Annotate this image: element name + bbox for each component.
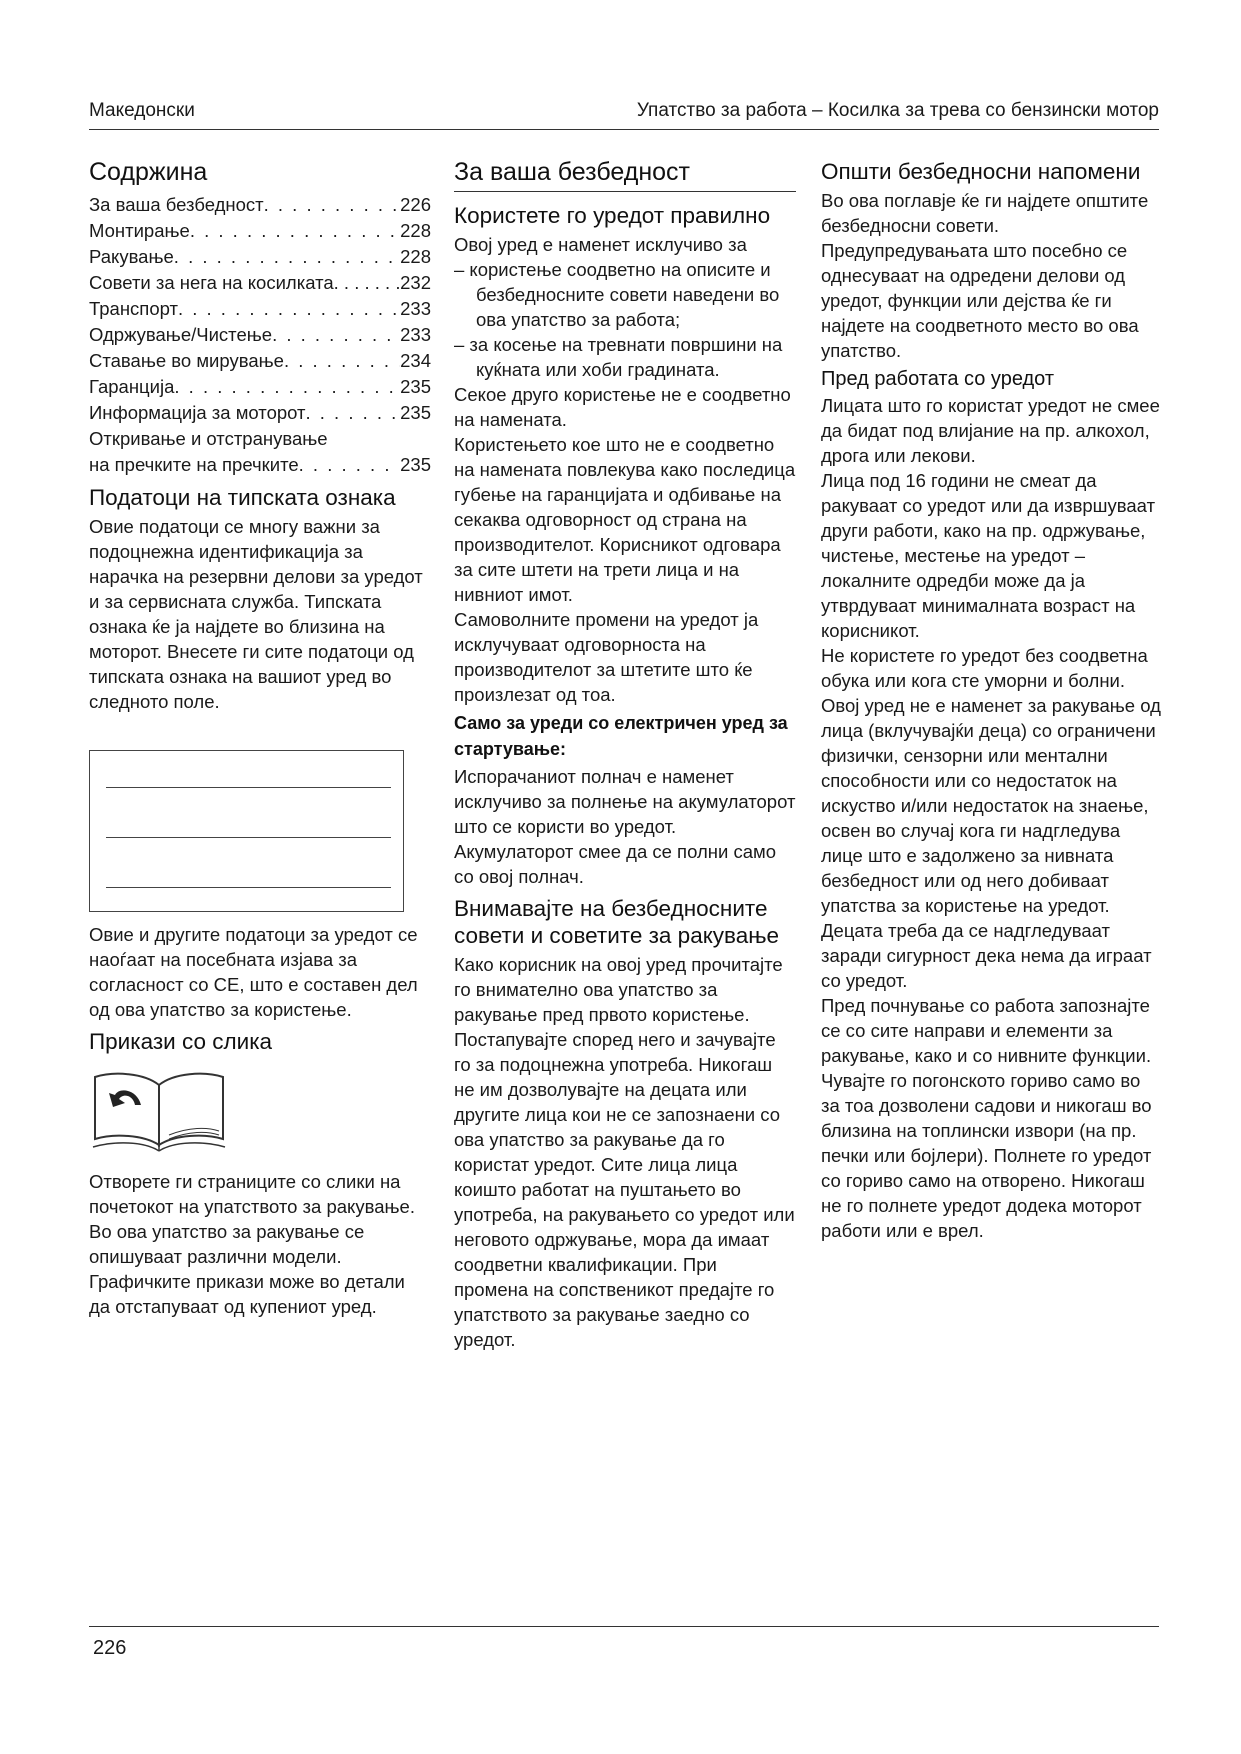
toc-entry[interactable]: За ваша безбедност . . . 226 — [89, 192, 431, 218]
page-header — [89, 100, 1159, 128]
list-item: – користење соодветно на описите и безбедносните совети наведени во ова упатство за работа; — [454, 259, 780, 330]
toc-title: Содржина — [89, 158, 208, 186]
toc-entry[interactable]: Ракување . . . 228 — [89, 244, 431, 270]
type-plate-line — [106, 887, 391, 888]
toc-entry[interactable]: на пречките на пречките . . . 235 — [89, 452, 431, 478]
footer-rule — [89, 1626, 1159, 1627]
before-work-text: Чувајте го погонското гориво само во за тоа дозволени садови и никогаш во близина на топлински извори (на пр. печки или бојлери). Полнете го уредот со гориво само на отворено. Никогаш не го полнете уредот додека моторот работи или е врел. — [821, 1070, 1152, 1241]
before-work-text: Пред почнување со работа запознајте се со сите направи и елементи за ракување, како и со нивните функции. — [821, 995, 1152, 1066]
toc-entry[interactable]: Совети за нега на косилката . . . 232 — [89, 270, 431, 296]
pictures-text-1: Отворете ги страниците со слики на почетокот на упатството за ракување. — [89, 1171, 415, 1217]
safety-title: За ваша безбедност — [454, 158, 796, 192]
other-use-text: Секое друго користење не е соодветно на намената. — [454, 384, 791, 430]
column-3 — [821, 158, 1163, 1243]
table-of-contents — [89, 192, 431, 478]
general-safety-heading: Општи безбедносни напомени — [821, 159, 1141, 184]
column-1 — [89, 158, 431, 1319]
toc-entry[interactable]: Ставање во мирување . . . 234 — [89, 348, 431, 374]
type-plate-field[interactable] — [89, 750, 404, 912]
toc-entry[interactable]: Монтирање . . . 228 — [89, 218, 431, 244]
before-work-heading: Пред работата со уредот — [821, 368, 1055, 390]
pictures-heading: Прикази со слика — [89, 1029, 273, 1054]
general-safety-text: Во ова поглавје ќе ги најдете општите безбедносни совети. Предупредувањата што посебно се однесуваат на одредени делови од уредот, функции или дејства ќе ги најдете на соодветното место во ова упатство. — [821, 190, 1149, 361]
toc-entry[interactable]: Информација за моторот . . . 235 — [89, 400, 431, 426]
toc-entry[interactable]: Гаранција . . . 235 — [89, 374, 431, 400]
list-item: – за косење на тревнати површини на куќната или хоби градината. — [454, 334, 783, 380]
type-plate-text: Овие податоци се многу важни за подоцнежна идентификација за нарачка на резервни делови за уредот и за сервисната служба. Типската ознака ќе ја најдете во близина на моторот. Внесете ги сите податоци од типската ознака на вашиот уред во следното поле. — [89, 516, 423, 712]
column-2 — [454, 158, 796, 1352]
modifications-text: Самоволните промени на уредот ја исклучуваат одговорноста на производителот за штетите што ќе произлезат од тоа. — [454, 609, 759, 705]
ce-declaration-text: Овие и другите податоци за уредот се наоѓаат на посебната изјава за согласност со CE, што е составен дел од ова упатство за користење. — [89, 924, 418, 1020]
toc-entry[interactable]: Транспорт . . . 233 — [89, 296, 431, 322]
before-work-text: Не користете го уредот без соодветна обука или кога сте уморни и болни. — [821, 645, 1148, 691]
before-work-text: Овој уред не е наменет за ракување од лица (вклучувајќи деца) со ограничени физички, сензорни или ментални способности или со недостаток на искуство и/или недостаток на знаење, освен во случај кога ги надгледува лице што е задолжено за нивната безбедност или од него добиваат упатства за користење на уредот. — [821, 695, 1161, 916]
toc-entry[interactable]: Одржување/Чистење . . . 233 — [89, 322, 431, 348]
before-work-text: Лица под 16 години не смеат да ракуваат со уредот или да извршуваат други работи, како на пр. одржување, чистење, местење на уредот – локалните одредби може да ја утврдуваат минималната возраст на корисникот. — [821, 470, 1156, 641]
page-number: 226 — [93, 1637, 127, 1659]
header-rule — [89, 129, 1159, 130]
proper-use-heading: Користете го уредот правилно — [454, 203, 771, 228]
electric-start-text: Испорачаниот полнач е наменет исклучиво за полнење на акумулаторот што се користи во уредот. Акумулаторот смее да се полни само со овој полнач. — [454, 766, 796, 887]
electric-start-heading: Само за уреди со електричен уред за стартување: — [454, 713, 788, 759]
attention-heading: Внимавајте на безбедносните совети и советите за ракување — [454, 896, 780, 948]
proper-use-intro: Овој уред е наменет исклучиво за — [454, 234, 747, 255]
open-book-icon — [89, 1065, 229, 1161]
type-plate-line — [106, 787, 391, 788]
type-plate-heading: Податоци на типската ознака — [89, 485, 396, 510]
attention-text: Како корисник на овој уред прочитајте го внимателно ова упатство за ракување пред првото користење. Постапувајте според него и зачувајте го за подоцнежна употреба. Никогаш не им дозволувајте на децата или другите лица кои не се запознаени со ова упатство за ракување да го користат уредот. Сите лица лица коишто работат на пуштањето во употреба, на ракувањето со уредот или неговото одржување, мора да имаат соодветни квалификации. При промена на сопственикот предајте го упатството за ракување заедно со уредот. — [454, 954, 795, 1350]
proper-use-list — [454, 257, 796, 382]
pictures-text-2: Во ова упатство за ракување се опишуваат различни модели. Графичките прикази може во детали да отстапуваат од купениот уред. — [89, 1221, 405, 1317]
type-plate-line — [106, 837, 391, 838]
before-work-text: Лицата што го користат уредот не смее да бидат под влијание на пр. алкохол, дрога или лекови. — [821, 395, 1160, 466]
toc-entry-multiline[interactable]: Откривање и отстранување — [89, 428, 328, 449]
header-title: Упатство за работа – Косилка за трева со бензински мотор — [636, 100, 1159, 121]
header-language: Македонски — [89, 100, 195, 121]
before-work-text: Децата треба да се надгледуваат заради сигурност дека нема да играат со уредот. — [821, 920, 1152, 991]
warranty-loss-text: Користењето кое што не е соодветно на намената повлекува како последица губење на гаранцијата и одбивање на секаква одговорност од страна на производителот. Корисникот одговара за сите штети на трети лица и на нивниот имот. — [454, 434, 796, 605]
